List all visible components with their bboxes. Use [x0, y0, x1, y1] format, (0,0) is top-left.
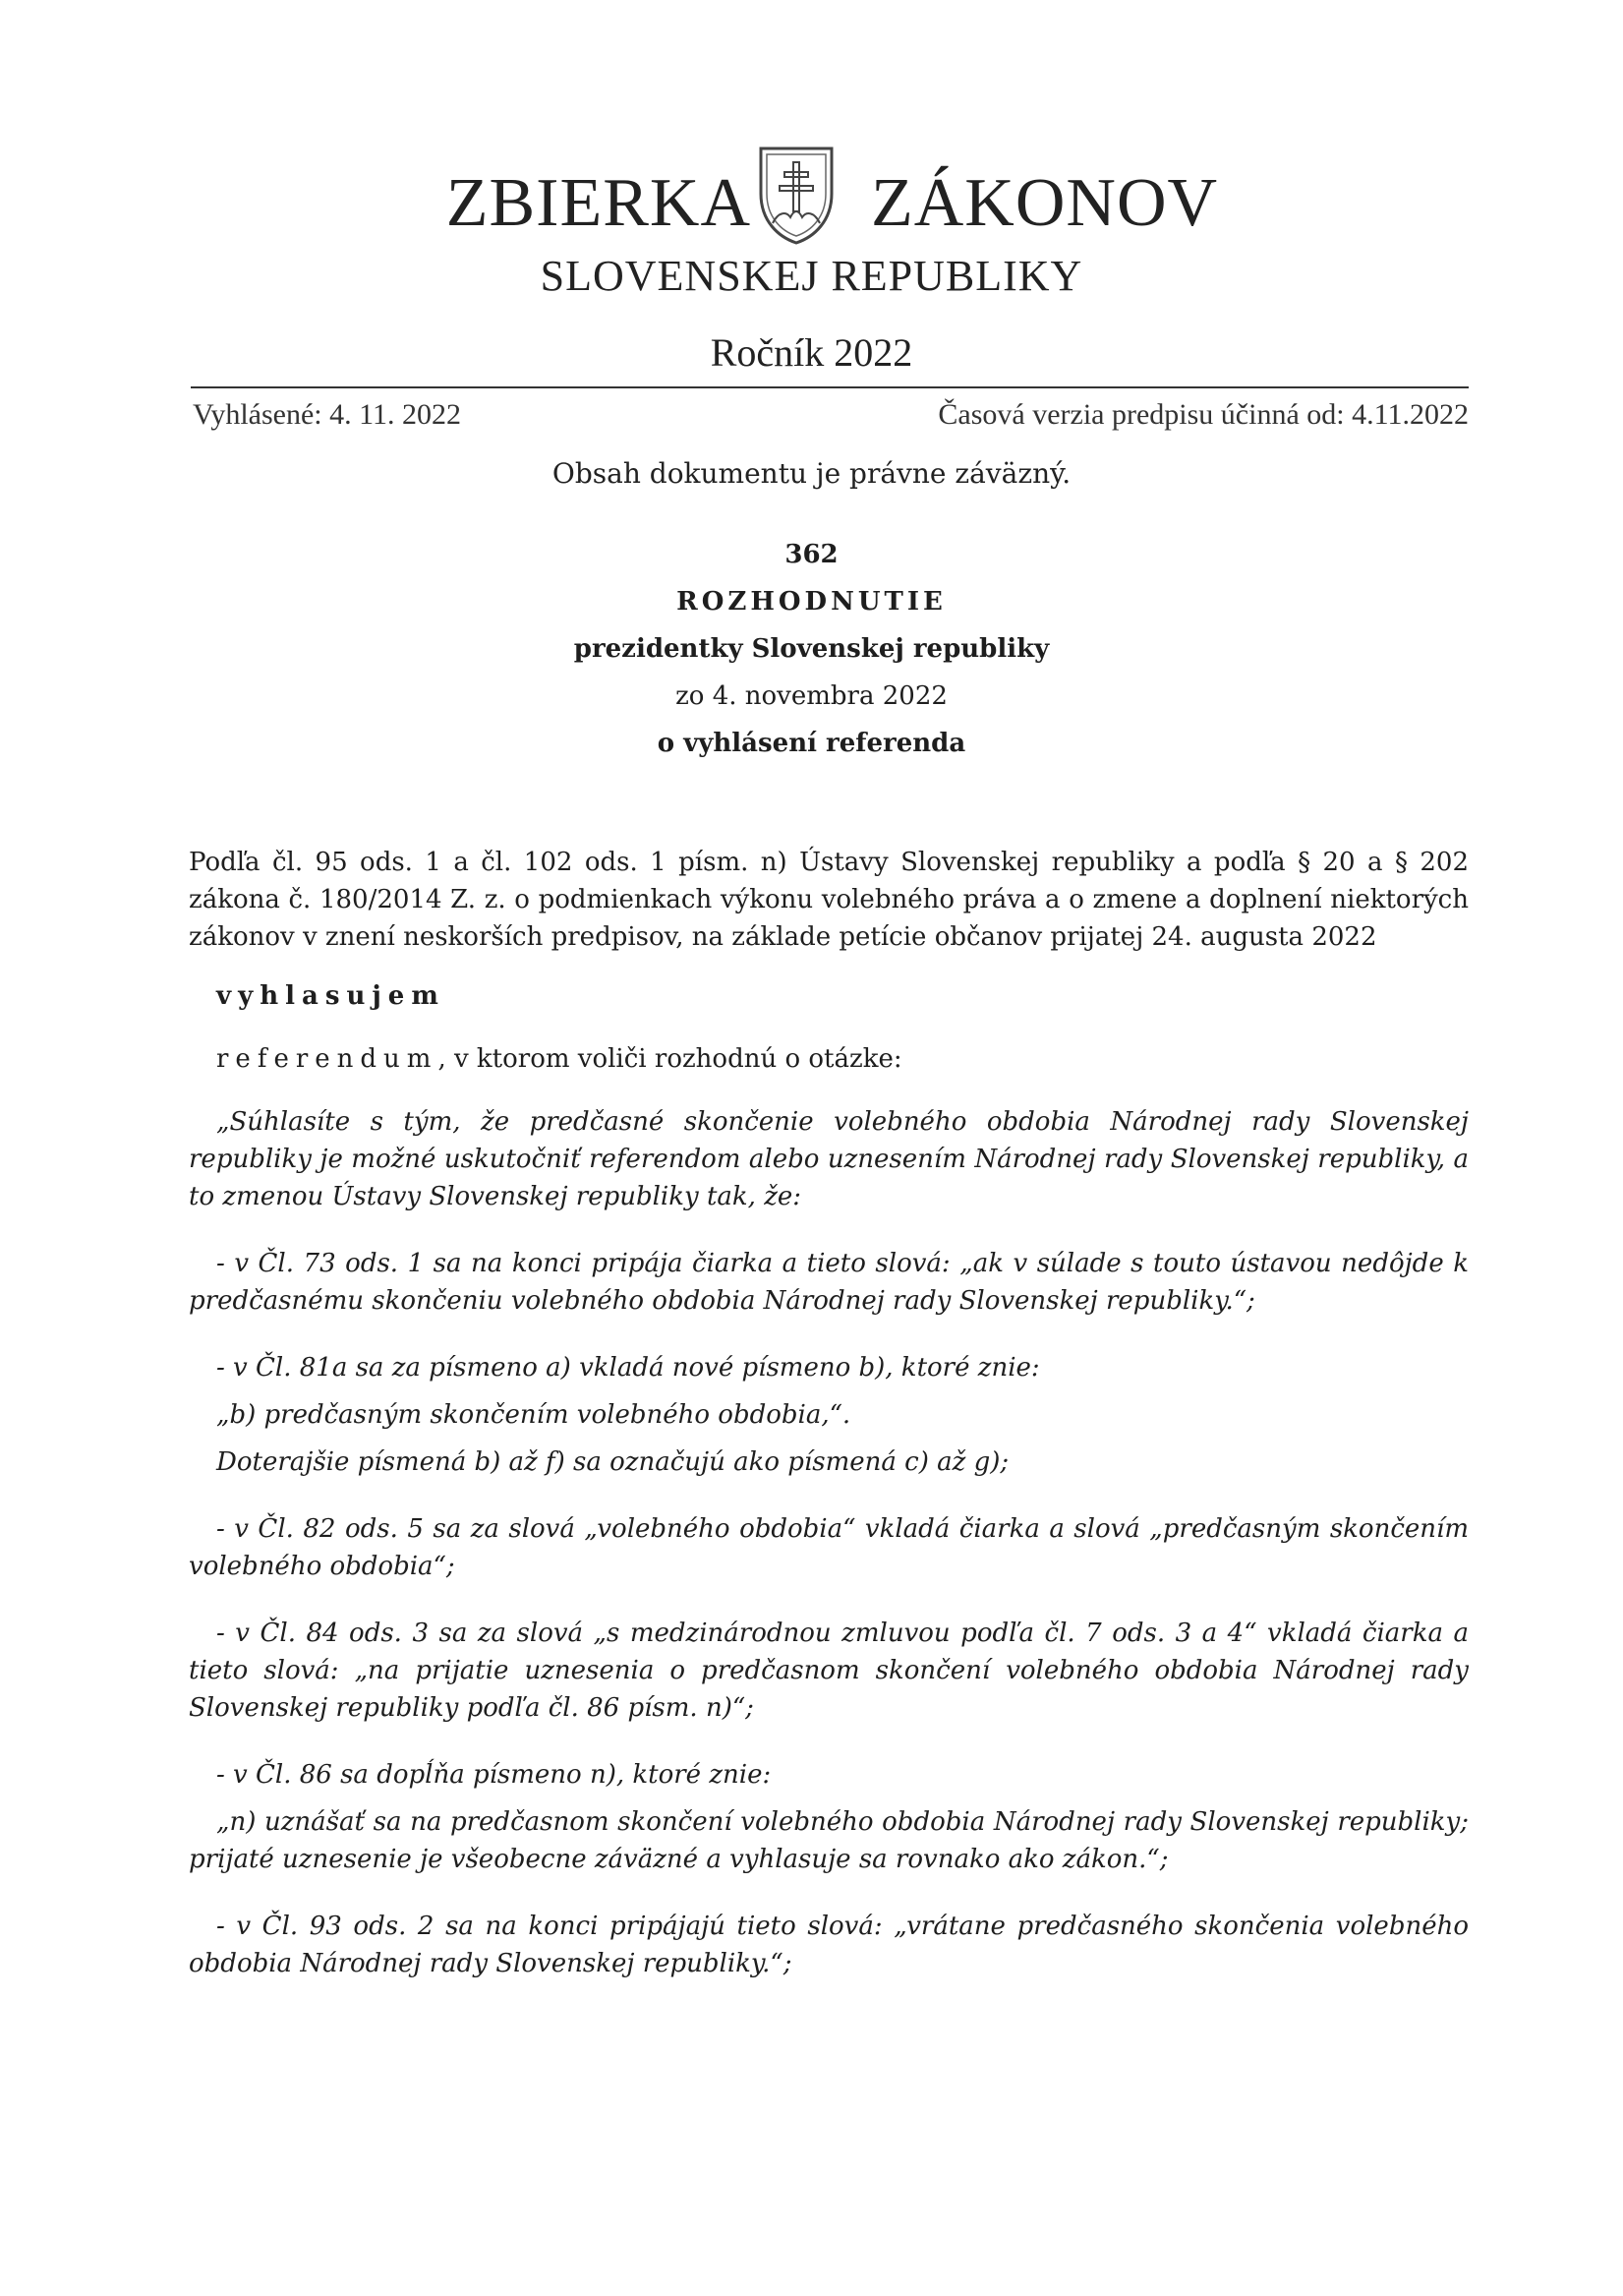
amendment-item-86-quote: „n) uznášať sa na predčasnom skončení volebného obdobia Národnej rady Slovenskej republiky; prijaté uznesenie je všeobecne záväzné a vyhlasuje sa rovnako ako zákon.“;	[189, 1807, 1469, 1874]
masthead	[0, 143, 1623, 261]
document-body	[189, 844, 1469, 2012]
document-subject: o vyhlásení referenda	[657, 729, 966, 758]
document-issuer: prezidentky Slovenskej republiky	[573, 634, 1050, 664]
referendum-rest: , v ktorom voliči rozhodnú o otázke:	[437, 1044, 902, 1074]
amendment-item-82: - v Čl. 82 ods. 5 sa za slová „volebného obdobia“ vkladá čiarka a slová „predčasným skončením volebného obdobia“;	[189, 1514, 1469, 1581]
amendment-item-73: - v Čl. 73 ods. 1 sa na konci pripája čiarka a tieto slová: „ak v súlade s touto ústavou nedôjde k predčasnému skončeniu volebného obdobia Národnej rady Slovenskej republiky.“;	[189, 1249, 1469, 1316]
amendment-item-81a-quote: „b) predčasným skončením volebného obdobia,“.	[216, 1400, 851, 1430]
referendum-question: „Súhlasíte s tým, že predčasné skončenie volebného obdobia Národnej rady Slovenskej republiky je možné uskutočniť referendom alebo uznesením Národnej rady Slovenskej republiky, a to zmenou Ústavy Slovenskej republiky tak, že:	[189, 1107, 1469, 1211]
slovak-coat-of-arms-icon	[755, 143, 838, 247]
amendment-item-81a-note: Doterajšie písmená b) až f) sa označujú ako písmená c) až g);	[216, 1447, 1010, 1477]
intro-paragraph: Podľa čl. 95 ods. 1 a čl. 102 ods. 1 písm. n) Ústavy Slovenskej republiky a podľa § 20 a § 202 zákona č. 180/2014 Z. z. o podmienkach výkonu volebného práva a o zmene a doplnení niektorých zákonov v znení neskorších predpisov, na základe petície občanov prijatej 24. augusta 2022	[189, 848, 1469, 952]
volume-label: Ročník 2022	[710, 330, 913, 375]
masthead-title-right: ZÁKONOV	[871, 165, 1219, 241]
document-type: ROZHODNUTIE	[676, 587, 947, 617]
amendment-item-84: - v Čl. 84 ods. 3 sa za slová „s medzinárodnou zmluvou podľa čl. 7 ods. 3 a 4“ vkladá čiarka a tieto slová: „na prijatie uznesenia o predčasnom skončení volebného obdobia Národnej rady Slovenskej republiky podľa čl. 86 písm. n)“;	[189, 1619, 1469, 1723]
masthead-title-left: ZBIERKA	[445, 165, 751, 241]
amendment-item-86: - v Čl. 86 sa dopĺňa písmeno n), ktoré znie:	[216, 1760, 772, 1790]
masthead-subtitle: SLOVENSKEJ REPUBLIKY	[540, 252, 1083, 300]
effective-version: Časová verzia predpisu účinná od: 4.11.2022	[938, 398, 1469, 431]
published-date: Vyhlásené: 4. 11. 2022	[193, 398, 462, 431]
binding-note: Obsah dokumentu je právne záväzný.	[551, 457, 1072, 490]
amendment-item-81a: - v Čl. 81a sa za písmeno a) vkladá nové písmeno b), ktoré znie:	[216, 1353, 1040, 1383]
declare-word: vyhlasujem	[216, 981, 445, 1011]
referendum-line	[189, 1040, 1469, 1078]
document-heading	[0, 531, 1623, 767]
document-number: 362	[784, 540, 839, 569]
amendment-item-93: - v Čl. 93 ods. 2 sa na konci pripájajú tieto slová: „vrátane predčasného skončenia volebného obdobia Národnej rady Slovenskej republiky.“;	[189, 1912, 1469, 1978]
referendum-word: referendum	[216, 1044, 438, 1074]
masthead-divider	[191, 386, 1469, 388]
document-date: zo 4. novembra 2022	[675, 681, 948, 711]
